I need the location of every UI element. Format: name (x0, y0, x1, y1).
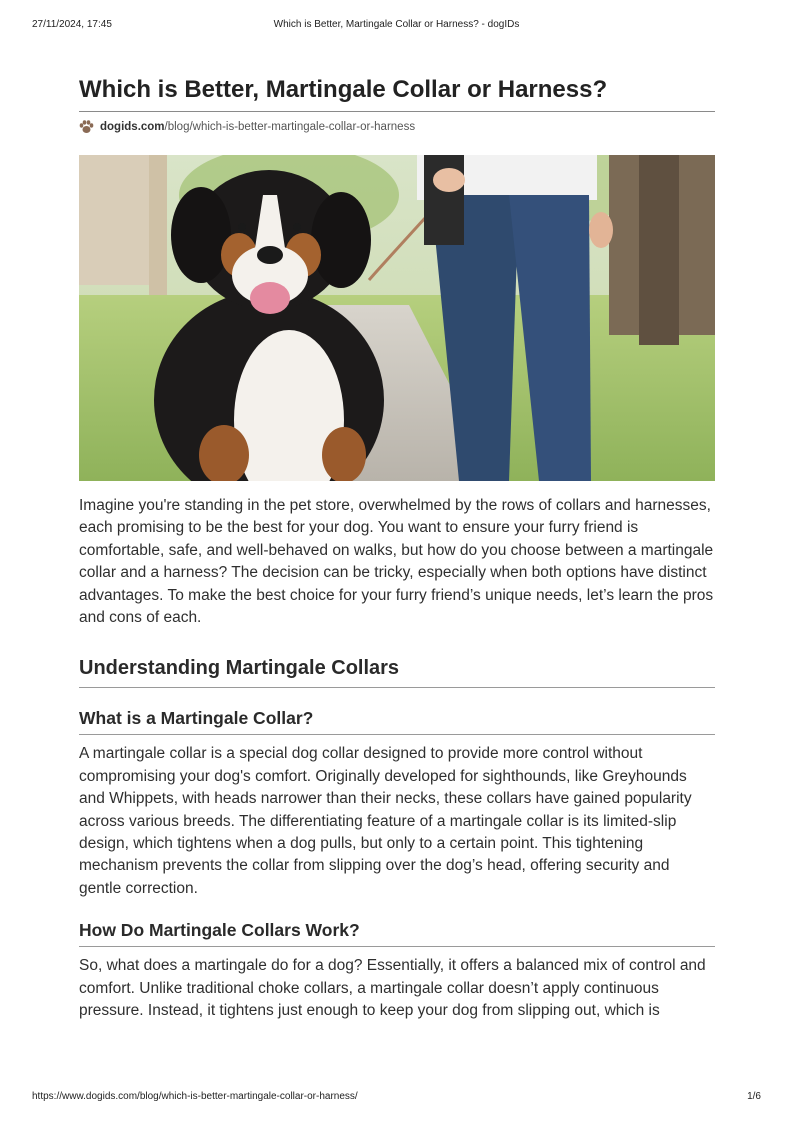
print-document-title: Which is Better, Martingale Collar or Harness? - dogIDs (273, 19, 520, 30)
source-line (79, 119, 715, 135)
subsection-paragraph: A martingale collar is a special dog collar designed to provide more control without compromising your dog's comfort. Originally developed for sighthounds, like Greyhounds and Whippets, with heads narrower than their necks, these collars have gained popularity across various breeds. The differentiating feature of a martingale collar is its limited-slip design, which tightens when a dog pulls, but only to a certain point. This tightening mechanism prevents the collar from slipping over the dog’s head, offering security and gentle correction. (79, 745, 692, 897)
subsection-heading: What is a Martingale Collar? (79, 706, 715, 735)
paw-icon (79, 120, 94, 134)
subsection-heading: How Do Martingale Collars Work? (79, 918, 715, 947)
section-heading: Understanding Martingale Collars (79, 655, 715, 688)
article-title: Which is Better, Martingale Collar or Harness? (79, 74, 715, 112)
article (79, 74, 715, 1023)
page-number: 1/6 (747, 1091, 761, 1102)
print-datetime: 27/11/2024, 17:45 (32, 19, 112, 30)
print-header (32, 19, 761, 33)
intro-paragraph: Imagine you're standing in the pet store, overwhelmed by the rows of collars and harnesses, each promising to be the best for your dog. You want to ensure your furry friend is comfortable, safe, and well-behaved on walks, but how do you choose between a martingale collar and a harness? The decision can be tricky, especially when both options have distinct advantages. To make the best choice for your furry friend’s unique needs, let’s learn the pros and cons of each. (79, 497, 714, 627)
print-url: https://www.dogids.com/blog/which-is-better-martingale-collar-or-harness/ (32, 1091, 358, 1102)
print-footer (32, 1091, 761, 1105)
source-domain-link[interactable]: dogids.com (100, 121, 165, 133)
subsection-paragraph: So, what does a martingale do for a dog? Essentially, it offers a balanced mix of control and comfort. Unlike traditional choke collars, a martingale collar doesn’t apply continuous pressure. Instead, it tightens just enough to keep your dog from slipping out, which is (79, 957, 706, 1020)
hero-image (79, 155, 715, 481)
source-path: /blog/which-is-better-martingale-collar-or-harness (164, 121, 416, 133)
